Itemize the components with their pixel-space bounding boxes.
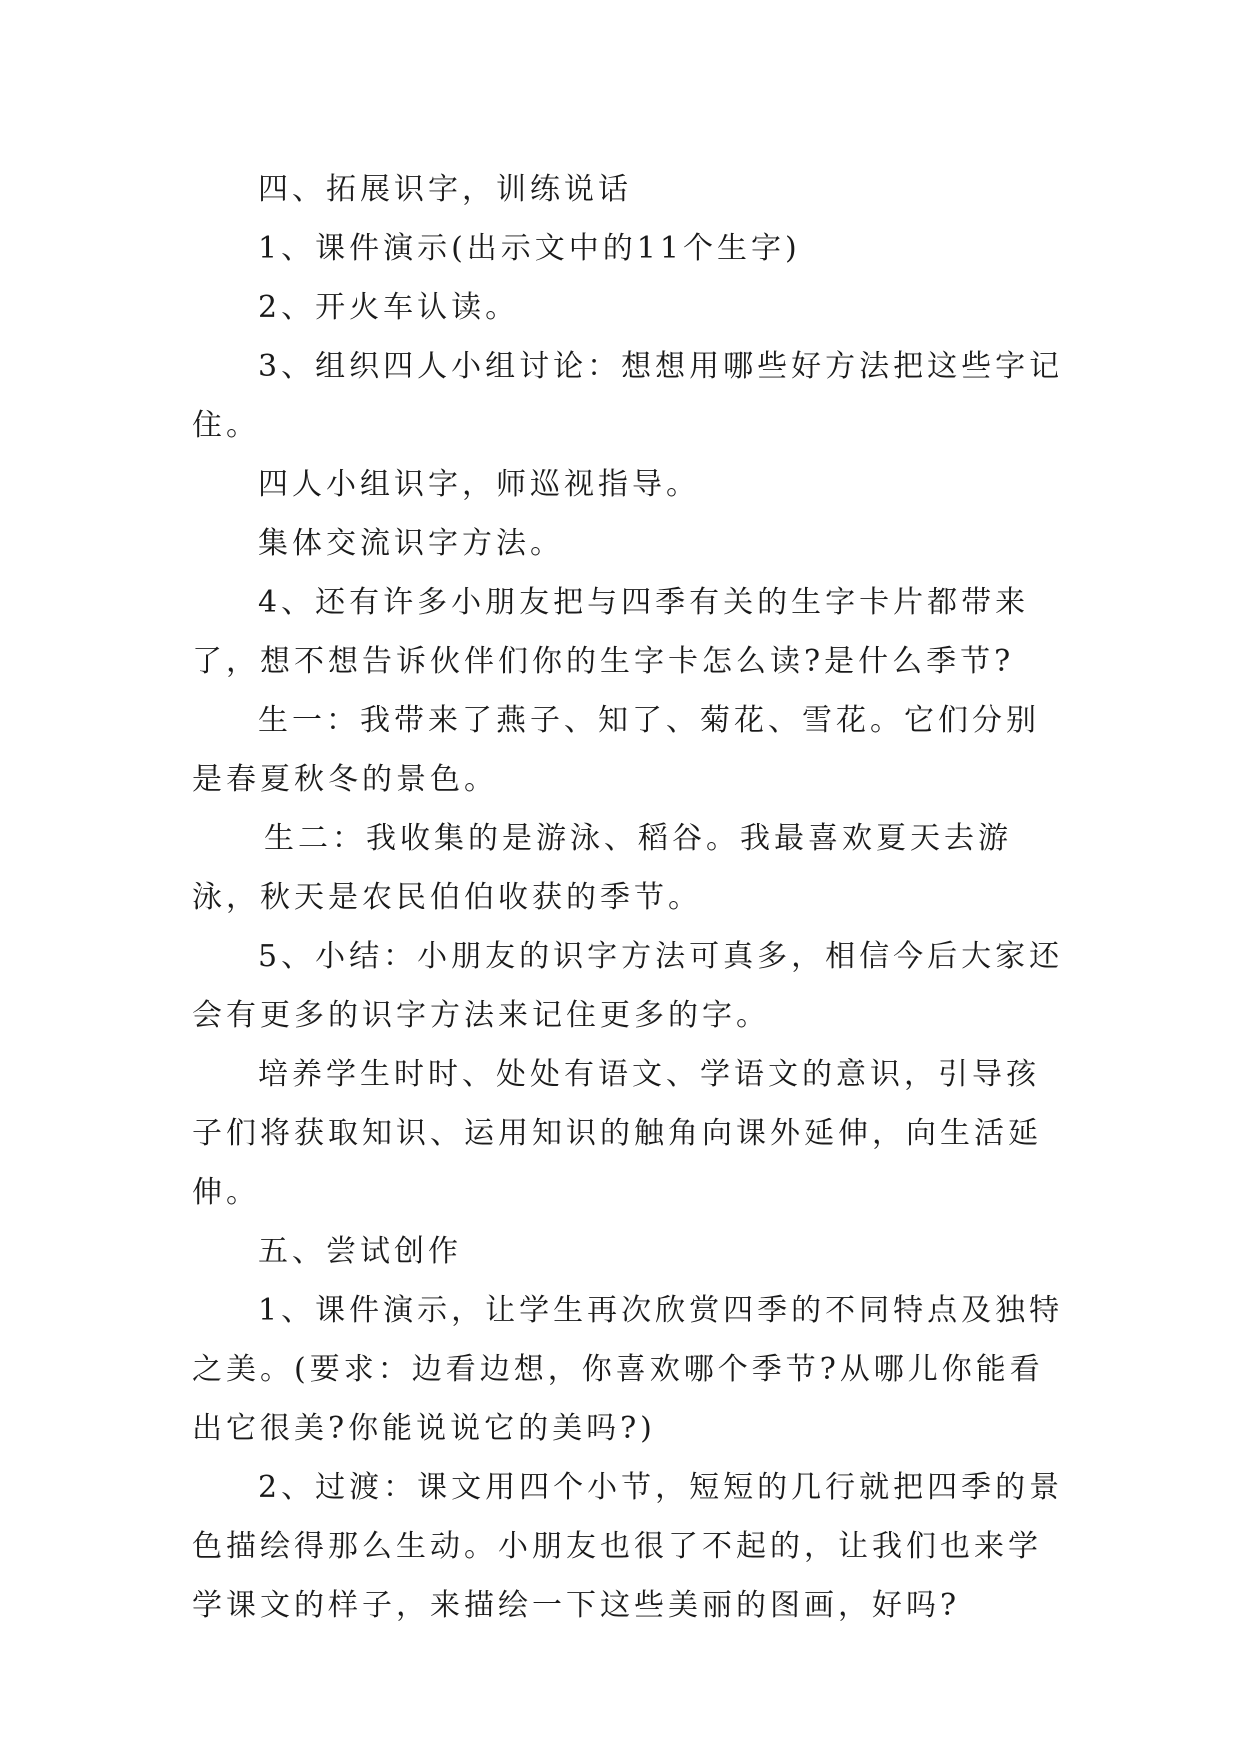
paragraph: 3、组织四人小组讨论：想想用哪些好方法把这些字记住。 bbox=[192, 349, 1064, 443]
paragraph: 生二：我收集的是游泳、稻谷。我最喜欢夏天去游泳，秋天是农民伯伯收获的季节。 bbox=[192, 821, 1012, 915]
paragraph: 生一：我带来了燕子、知了、菊花、雪花。它们分别是春夏秋冬的景色。 bbox=[192, 703, 1040, 797]
section-heading-four: 四、拓展识字，训练说话 bbox=[258, 172, 632, 207]
document-body bbox=[192, 160, 1072, 1635]
paragraph: 培养学生时时、处处有语文、学语文的意识，引导孩子们将获取知识、运用知识的触角向课外延伸，向生活延伸。 bbox=[192, 1057, 1042, 1210]
paragraph: 四人小组识字，师巡视指导。 bbox=[258, 467, 700, 502]
paragraph: 1、课件演示，让学生再次欣赏四季的不同特点及独特之美。(要求：边看边想，你喜欢哪个季节?从哪儿你能看出它很美?你能说说它的美吗?) bbox=[192, 1293, 1064, 1446]
section-heading-five: 五、尝试创作 bbox=[258, 1234, 462, 1269]
paragraph: 2、开火车认读。 bbox=[258, 290, 520, 325]
paragraph: 集体交流识字方法。 bbox=[258, 526, 564, 561]
paragraph: 2、过渡：课文用四个小节，短短的几行就把四季的景色描绘得那么生动。小朋友也很了不起的，让我们也来学学课文的样子，来描绘一下这些美丽的图画，好吗? bbox=[192, 1470, 1064, 1623]
paragraph: 4、还有许多小朋友把与四季有关的生字卡片都带来了，想不想告诉伙伴们你的生字卡怎么读?是什么季节? bbox=[192, 585, 1030, 679]
paragraph: 1、课件演示(出示文中的11个生字) bbox=[258, 231, 801, 266]
paragraph: 5、小结：小朋友的识字方法可真多，相信今后大家还会有更多的识字方法来记住更多的字。 bbox=[192, 939, 1064, 1033]
